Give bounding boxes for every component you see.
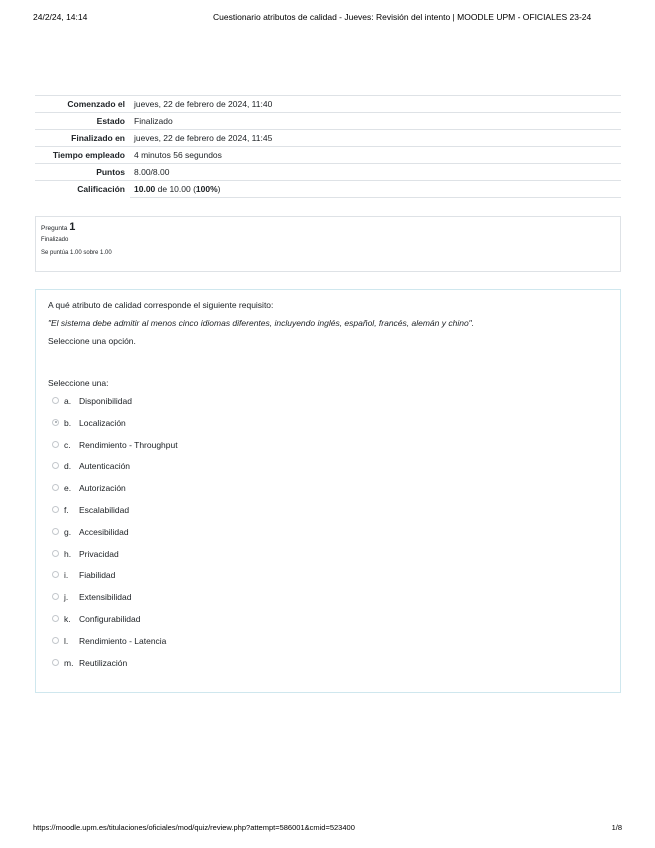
option-letter: f. — [64, 504, 69, 515]
answer-option[interactable] — [48, 591, 608, 613]
answer-options — [48, 395, 608, 678]
radio-button[interactable] — [52, 593, 59, 600]
answer-option[interactable] — [48, 504, 608, 526]
option-label: Accesibilidad — [79, 526, 129, 537]
summary-value: jueves, 22 de febrero de 2024, 11:40 — [130, 96, 621, 113]
radio-button[interactable] — [52, 659, 59, 666]
summary-value — [130, 181, 621, 198]
radio-button[interactable] — [52, 484, 59, 491]
summary-value: 8.00/8.00 — [130, 164, 621, 181]
summary-row-grade — [35, 181, 621, 198]
radio-button[interactable] — [52, 462, 59, 469]
radio-button[interactable] — [52, 506, 59, 513]
question-state: Finalizado — [41, 237, 69, 243]
option-label: Rendimiento - Throughput — [79, 439, 178, 450]
option-letter: e. — [64, 483, 72, 494]
option-letter: a. — [64, 396, 72, 406]
question-grade: Se puntúa 1.00 sobre 1.00 — [41, 250, 112, 256]
answer-option[interactable] — [48, 657, 608, 679]
page-counter: 1/8 — [611, 823, 622, 832]
option-letter: c. — [64, 439, 71, 450]
question-text — [48, 300, 608, 347]
radio-button[interactable] — [52, 397, 59, 404]
grade-value: 10.00 — [134, 184, 156, 194]
summary-row-finished — [35, 130, 621, 147]
grade-end: ) — [217, 184, 221, 194]
summary-label: Calificación — [35, 181, 130, 198]
summary-label: Puntos — [35, 164, 130, 181]
summary-label: Estado — [35, 113, 130, 130]
summary-label: Finalizado en — [35, 130, 130, 147]
answer-option[interactable] — [48, 482, 608, 504]
question-label: Pregunta — [41, 225, 68, 232]
answer-option[interactable] — [48, 395, 608, 417]
option-label: Extensibilidad — [79, 592, 132, 603]
print-page-title: Cuestionario atributos de calidad - Jueves: Revisión del intento | MOODLE UPM - OFICIALES 23-24 — [213, 12, 592, 22]
option-letter: l. — [64, 635, 69, 646]
option-label: Localización — [79, 417, 126, 428]
summary-value: jueves, 22 de febrero de 2024, 11:45 — [130, 130, 621, 147]
question-number-value: 1 — [69, 221, 76, 233]
summary-label: Comenzado el — [35, 96, 130, 113]
radio-button[interactable] — [52, 637, 59, 644]
summary-label: Tiempo empleado — [35, 147, 130, 164]
radio-button[interactable] — [52, 419, 59, 426]
question-requirement: "El sistema debe admitir al menos cinco idiomas diferentes, incluyendo inglés, español, francés, alemán y chino". — [48, 318, 475, 328]
answer-option[interactable] — [48, 613, 608, 635]
option-label: Autorización — [79, 483, 126, 494]
print-header — [33, 12, 622, 26]
option-label: Autenticación — [79, 461, 131, 472]
option-label: Reutilización — [79, 657, 128, 668]
radio-button[interactable] — [52, 550, 59, 557]
answer-option[interactable] — [48, 417, 608, 439]
option-label: Configurabilidad — [79, 613, 141, 624]
question-instruction: Seleccione una opción. — [48, 336, 136, 346]
option-letter: g. — [64, 526, 72, 537]
option-label: Escalabilidad — [79, 504, 130, 515]
radio-button[interactable] — [52, 615, 59, 622]
question-content — [35, 289, 621, 693]
answer-option[interactable] — [48, 439, 608, 461]
option-letter: b. — [64, 417, 72, 428]
radio-button[interactable] — [52, 441, 59, 448]
print-datetime: 24/2/24, 14:14 — [33, 12, 88, 22]
option-letter: k. — [64, 613, 71, 624]
option-letter: j. — [64, 592, 69, 603]
option-label: Fiabilidad — [79, 570, 116, 581]
question-intro: A qué atributo de calidad corresponde el siguiente requisito: — [48, 300, 274, 310]
radio-button[interactable] — [52, 571, 59, 578]
summary-row-state — [35, 113, 621, 130]
answer-prompt: Seleccione una: — [48, 378, 109, 388]
radio-button[interactable] — [52, 528, 59, 535]
summary-row-marks — [35, 164, 621, 181]
answer-option[interactable] — [48, 526, 608, 548]
option-label: Privacidad — [79, 548, 119, 559]
summary-row-time-taken — [35, 147, 621, 164]
option-letter: m. — [64, 657, 74, 668]
option-letter: h. — [64, 548, 72, 559]
answer-option[interactable] — [48, 569, 608, 591]
grade-middle: de 10.00 ( — [155, 184, 196, 194]
summary-value: 4 minutos 56 segundos — [130, 147, 621, 164]
question-info-box — [35, 216, 621, 272]
grade-percent: 100% — [195, 184, 218, 194]
summary-value: Finalizado — [130, 113, 621, 130]
question-number — [41, 222, 615, 234]
answer-option[interactable] — [48, 548, 608, 570]
attempt-summary-table — [35, 95, 621, 198]
option-letter: d. — [64, 461, 72, 472]
option-label: Disponibilidad — [79, 396, 132, 406]
option-label: Rendimiento - Latencia — [79, 635, 167, 646]
summary-row-started — [35, 96, 621, 113]
option-letter: i. — [64, 570, 69, 581]
print-url: https://moodle.upm.es/titulaciones/oficiales/mod/quiz/review.php?attempt=586001&cmid=523400 — [33, 823, 355, 832]
answer-option[interactable] — [48, 460, 608, 482]
answer-option[interactable] — [48, 635, 608, 657]
